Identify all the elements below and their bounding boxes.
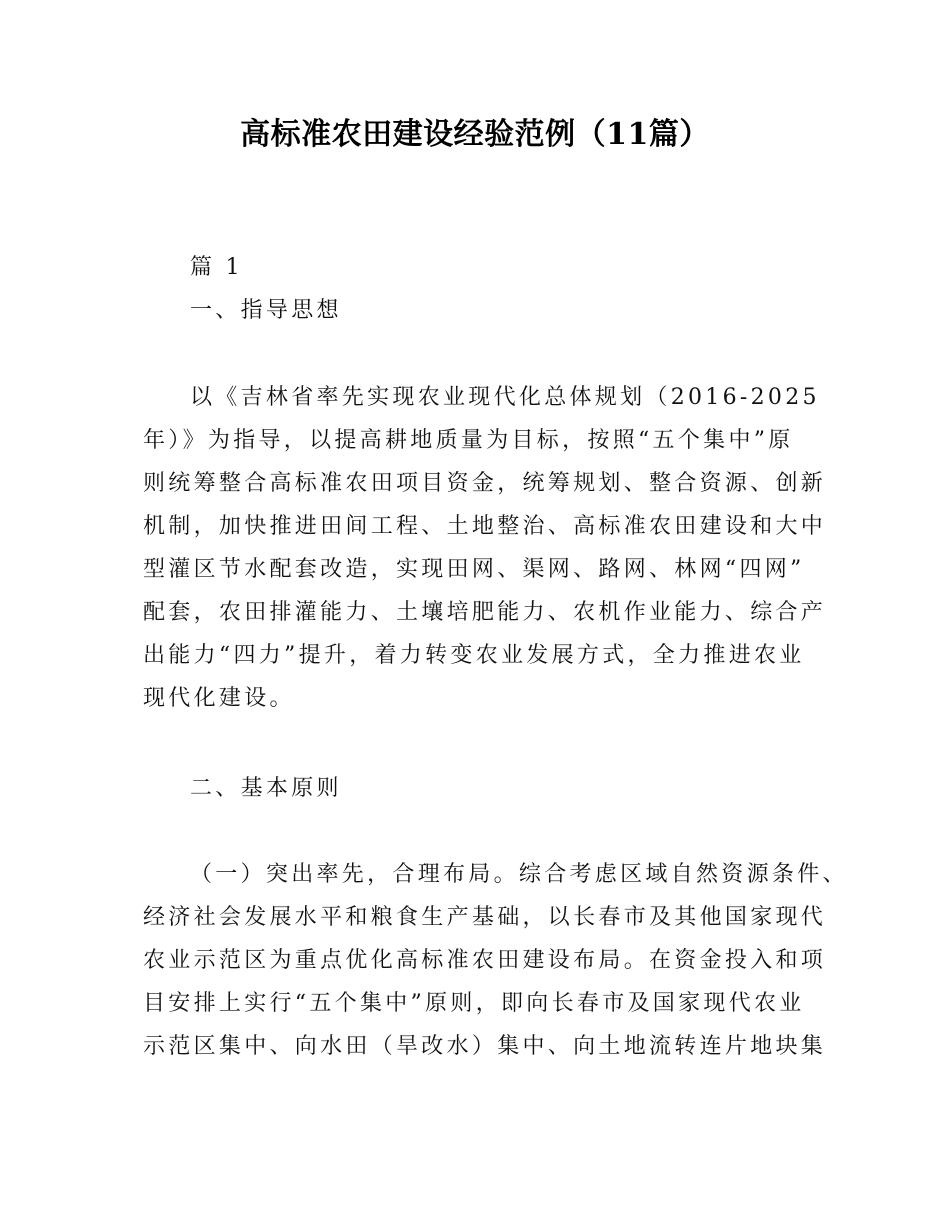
- paragraph-2-line-5: 示范区集中、向水田（旱改水）集中、向土地流转连片地块集: [143, 1034, 827, 1059]
- paragraph-1-line-4: 机制，加快推进田间工程、土地整治、高标准农田建设和大中: [143, 514, 827, 539]
- paragraph-1-line-2: 年）》为指导，以提高耕地质量为目标，按照“五个集中”原: [143, 428, 794, 453]
- section-label: 篇 1: [190, 255, 243, 280]
- paragraph-1-line-3: 则统筹整合高标准农田项目资金，统筹规划、整合资源、创新: [143, 471, 827, 496]
- paragraph-1-line-1: 以《吉林省率先实现农业现代化总体规划（2016-2025: [190, 385, 820, 410]
- paragraph-1-line-7: 出能力“四力”提升，着力转变农业发展方式，全力推进农业: [143, 643, 805, 668]
- heading-guiding-ideology: 一、指导思想: [190, 298, 342, 323]
- paragraph-2-line-4: 目安排上实行“五个集中”原则，即向长春市及国家现代农业: [143, 991, 805, 1016]
- paragraph-2-line-3: 农业示范区为重点优化高标准农田建设布局。在资金投入和项: [143, 948, 827, 973]
- paragraph-2-line-1: （一）突出率先，合理布局。综合考虑区域自然资源条件、: [190, 862, 848, 887]
- paragraph-2-line-2: 经济社会发展水平和粮食生产基础，以长春市及其他国家现代: [143, 905, 827, 930]
- document-title: 高标准农田建设经验范例（11篇）: [240, 117, 710, 152]
- paragraph-1-line-8: 现代化建设。: [143, 686, 295, 711]
- heading-basic-principles: 二、基本原则: [190, 776, 342, 801]
- paragraph-1-line-6: 配套，农田排灌能力、土壤培肥能力、农机作业能力、综合产: [143, 600, 827, 625]
- paragraph-1-line-5: 型灌区节水配套改造，实现田网、渠网、路网、林网“四网”: [143, 557, 805, 582]
